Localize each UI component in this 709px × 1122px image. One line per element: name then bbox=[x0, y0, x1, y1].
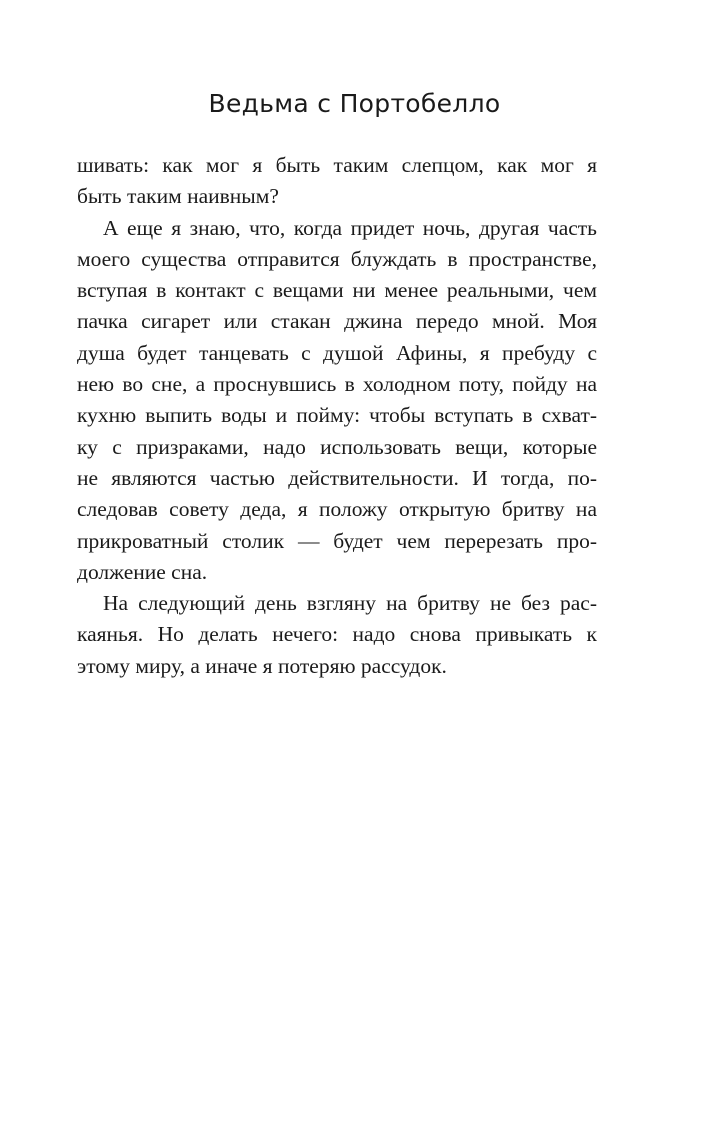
text-line: прикроватный столик — будет чем перерезать про- bbox=[77, 528, 597, 553]
text-line: душа будет танцевать с душой Афины, я пребуду с bbox=[77, 340, 597, 365]
text-line: кухню выпить воды и пойму: чтобы вступать в схват- bbox=[77, 403, 597, 428]
text-line: не являются частью действительности. И тогда, по- bbox=[77, 465, 597, 490]
text-line: моего существа отправится блуждать в пространстве, bbox=[77, 246, 597, 271]
text-line: ку с призраками, надо использовать вещи, которые bbox=[77, 434, 597, 459]
text-line: быть таким наивным? bbox=[77, 184, 279, 209]
text-line: каянья. Но делать нечего: надо снова привыкать к bbox=[77, 622, 597, 647]
text-line: нею во сне, а проснувшись в холодном поту, пойду на bbox=[77, 372, 597, 397]
paragraph-1 bbox=[77, 150, 597, 213]
paragraph-2 bbox=[77, 213, 597, 589]
paragraph-3 bbox=[77, 588, 597, 682]
text-line: шивать: как мог я быть таким слепцом, как мог я bbox=[77, 153, 597, 177]
text-line: На следующий день взгляну на бритву не без рас- bbox=[103, 591, 597, 616]
text-line: следовав совету деда, я положу открытую бритву на bbox=[77, 497, 597, 522]
running-head: Ведьма с Портобелло bbox=[208, 89, 501, 118]
text-line: должение сна. bbox=[77, 559, 208, 584]
text-line: А еще я знаю, что, когда придет ночь, другая часть bbox=[103, 215, 597, 240]
text-line: этому миру, а иначе я потеряю рассудок. bbox=[77, 653, 447, 678]
body-text bbox=[77, 150, 597, 682]
text-line: пачка сигарет или стакан джина передо мной. Моя bbox=[77, 309, 597, 334]
text-line: вступая в контакт с вещами ни менее реальными, чем bbox=[77, 278, 597, 303]
